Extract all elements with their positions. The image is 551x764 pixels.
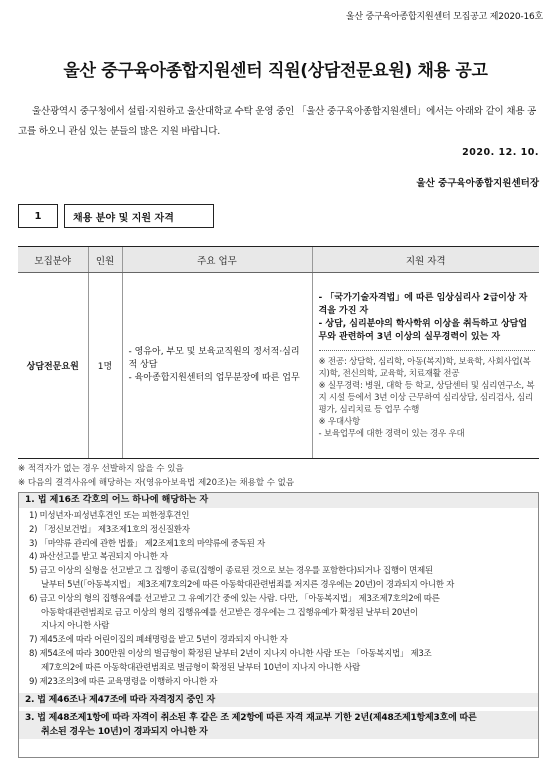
- disqualification-item-2: 2. 법 제46조나 제47조에 따라 자격정지 중인 자: [19, 693, 538, 707]
- list-item: 9) 제23조의3에 따른 교육명령을 이행하지 아니한 자: [29, 676, 218, 687]
- cell-field: 상담전문요원: [18, 273, 88, 459]
- disqualification-box: [18, 492, 539, 758]
- section-title: 채용 분야 및 지원 자격: [64, 204, 214, 228]
- section-header: [18, 204, 214, 228]
- qual-main-item: - 상담, 심리분야의 학사학위 이상을 취득하고 상담업무와 관련하여 3년 이상의 실무경력이 있는 자: [318, 318, 528, 342]
- note-item: ※ 다음의 결격사유에 해당하는 자(영유아보육법 제20조)는 채용할 수 없음: [18, 478, 295, 488]
- header-field: 모집분야: [18, 247, 88, 273]
- notice-number: 울산 중구육아종합지원센터 모집공고 제2020-16호: [345, 12, 543, 22]
- list-item: 제7호의2에 따른 아동학대관련범죄로 벌금형이 확정된 날부터 10년이 지나지 아니한 사람: [41, 662, 360, 673]
- list-item: 8) 제54조에 따라 300만원 이상의 벌금형이 확정된 날부터 2년이 지나지 아니한 사람 또는 「아동복지법」 제3조: [29, 648, 432, 659]
- header-count: 인원: [88, 247, 122, 273]
- disqualification-title: 1. 법 제16조 각호의 어느 하나에 해당하는 자: [19, 493, 538, 508]
- header-duties: 주요 업무: [122, 247, 312, 273]
- disqualification-item-3: [19, 711, 538, 739]
- divider: [319, 350, 536, 351]
- item3-line: 취소된 경우는 10년)이 경과되지 아니한 자: [41, 727, 208, 738]
- duty-item: - 육아종합지원센터의 업무분장에 따른 업무: [128, 373, 300, 383]
- section-number: 1: [18, 204, 58, 228]
- disqualification-list: [19, 508, 538, 689]
- note-item: ※ 적격자가 없는 경우 선발하지 않을 수 있음: [18, 464, 184, 474]
- qual-sub-item: ※ 우대사항: [318, 416, 360, 427]
- page-title: 울산 중구육아종합지원센터 직원(상담전문요원) 채용 공고: [63, 61, 488, 81]
- list-item: 날부터 5년(「아동복지법」 제3조제7호의2에 따른 아동학대관련범죄를 저지른 경우에는 20년)이 경과되지 아니한 자: [41, 579, 455, 590]
- list-item: 5) 금고 이상의 실형을 선고받고 그 집행이 종료(집행이 종료된 것으로 보는 경우를 포함한다)되거나 집행이 면제된: [29, 566, 433, 577]
- intro-paragraph: 울산광역시 중구청에서 설립·지원하고 울산대학교 수탁 운영 중인 「울산 중구육아종합지원센터」에서는 아래와 같이 채용 공고를 하오니 관심 있는 분들의 많은 지원 바랍니다.: [18, 106, 537, 137]
- table-row: [18, 273, 539, 459]
- item3-line: 3. 법 제48조제1항에 따라 자격이 취소된 후 같은 조 제2항에 따른 자격 재교부 기한 2년(제48조제1항제3호에 따른: [25, 713, 477, 724]
- duty-item: - 영유아, 부모 및 보육교직원의 정서적·심리적 상담: [128, 347, 300, 370]
- list-item: 1) 미성년자·피성년후견인 또는 피한정후견인: [29, 511, 190, 521]
- qual-sub-item: ※ 실무경력: 병원, 대학 등 학교, 상담센터 및 심리연구소, 복지 시설 등에서 3년 이상 근무하여 심리상담, 심리검사, 심리평가, 심리치료 등 업무 수행: [318, 380, 535, 415]
- table-header-row: [18, 247, 539, 273]
- notice-date: 2020. 12. 10.: [462, 147, 539, 158]
- list-item: 7) 제45조에 따라 어린이집의 폐쇄명령을 받고 5년이 경과되지 아니한 자: [29, 635, 288, 646]
- qual-sub-item: - 보육업무에 대한 경력이 있는 경우 우대: [318, 428, 465, 439]
- cell-count: 1명: [88, 273, 122, 459]
- cell-qualifications: [312, 273, 539, 459]
- organization-name: 울산 중구육아종합지원센터장: [416, 178, 539, 189]
- list-item: 지나지 아니한 사람: [41, 621, 110, 632]
- list-item: 아동학대관련범죄로 금고 이상의 형의 집행유예를 선고받은 경우에는 그 집행유예가 확정된 날부터 20년이: [41, 607, 418, 618]
- list-item: 3) 「마약류 관리에 관한 법률」 제2조제1호의 마약류에 중독된 자: [29, 538, 265, 549]
- list-item: 2) 「정신보건법」 제3조제1호의 정신질환자: [29, 524, 190, 535]
- header-qualifications: 지원 자격: [312, 247, 539, 273]
- qual-sub-item: ※ 전공: 상담학, 심리학, 아동(복지)학, 보육학, 사회사업(복지)학, 전신의학, 교육학, 치료재활 전공: [318, 356, 531, 379]
- requirements-table: [18, 246, 539, 459]
- list-item: 4) 파산선고를 받고 복권되지 아니한 자: [29, 552, 168, 563]
- cell-duties: [122, 273, 312, 459]
- qual-main-item: - 「국가기술자격법」에 따른 임상심리사 2급이상 자격을 가진 자: [318, 292, 528, 316]
- list-item: 6) 금고 이상의 형의 집행유예를 선고받고 그 유예기간 중에 있는 사람. 다만, 「아동복지법」 제3조제7호의2에 따른: [29, 593, 440, 604]
